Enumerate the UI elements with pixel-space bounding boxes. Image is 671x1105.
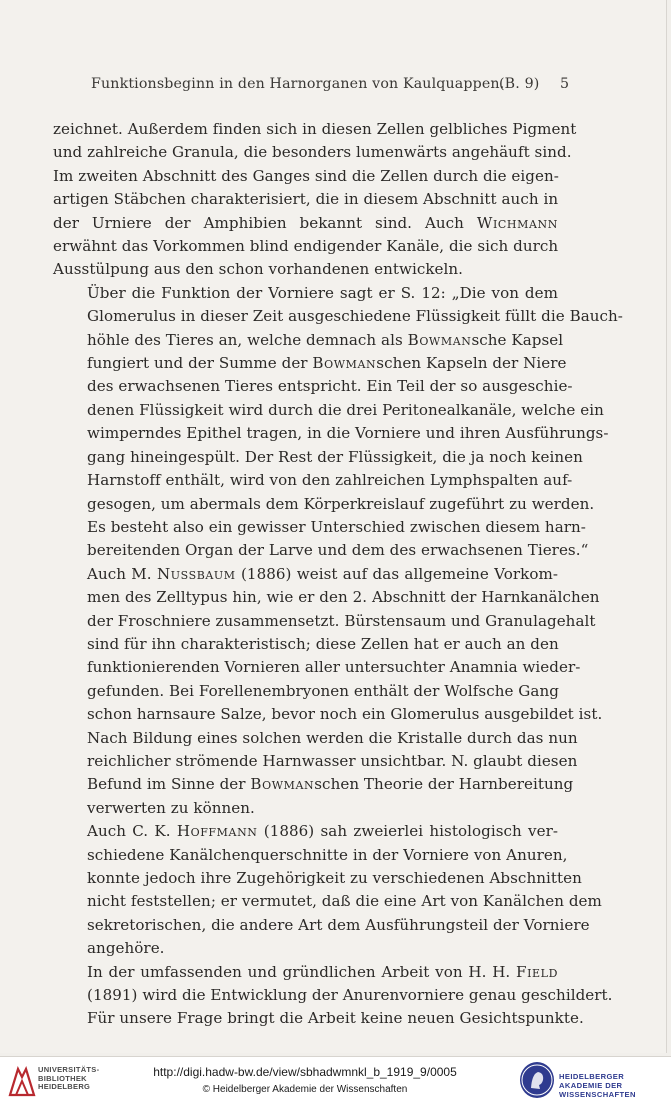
text-line bbox=[53, 610, 596, 633]
text-line bbox=[53, 867, 582, 890]
text-run: Ausstülpung aus den schon vorhandenen entwickeln. bbox=[53, 260, 464, 279]
page-url-link[interactable]: http://digi.hadw-bw.de/view/sbhadwmnkl_b_1919_9/0005 bbox=[153, 1065, 457, 1079]
text-run: sche Kapsel bbox=[471, 330, 564, 349]
paragraph bbox=[53, 282, 623, 563]
text-line bbox=[53, 890, 602, 913]
text-line bbox=[53, 258, 558, 281]
text-line bbox=[53, 399, 604, 422]
text-run: verwerten zu können. bbox=[87, 798, 255, 817]
text-run: der Urniere der Amphibien bekannt sind. Auch bbox=[53, 213, 477, 232]
text-line bbox=[53, 656, 581, 679]
text-run: Auch M. bbox=[87, 564, 157, 583]
text-run: denen Flüssigkeit wird durch die drei Peritonealkanäle, welche ein bbox=[87, 400, 604, 419]
author-name: Hoffmann bbox=[176, 822, 258, 841]
text-run: Es besteht also ein gewisser Unterschied zwischen diesem harn- bbox=[87, 517, 586, 536]
text-run: Für unsere Frage bringt die Arbeit keine neuen Gesichtspunkte. bbox=[87, 1009, 584, 1028]
text-line bbox=[53, 352, 567, 375]
text-run: schon harnsaure Salze, bevor noch ein Glomerulus ausgebildet ist. bbox=[87, 705, 603, 724]
copyright-notice: © Heidelberger Akademie der Wissenschaften bbox=[202, 1084, 408, 1095]
text-line bbox=[53, 235, 558, 258]
text-line bbox=[53, 1007, 584, 1030]
academy-seal-icon bbox=[520, 1062, 554, 1098]
paragraph bbox=[53, 118, 577, 282]
text-run: schen Kapseln der Niere bbox=[376, 354, 567, 373]
text-run: In der umfassenden und gründlichen Arbeit von H. H. bbox=[87, 962, 517, 981]
author-name: Wichmann bbox=[476, 213, 558, 232]
text-line bbox=[53, 493, 595, 516]
text-run: erwähnt das Vorkommen blind endigender Kanäle, die sich durch bbox=[53, 237, 559, 256]
paragraph bbox=[53, 820, 602, 960]
text-line bbox=[53, 680, 558, 703]
text-run: angehöre. bbox=[87, 939, 165, 958]
text-line bbox=[53, 539, 589, 562]
text-line bbox=[53, 727, 578, 750]
university-library-name: UNIVERSITÄTS- BIBLIOTHEK HEIDELBERG bbox=[38, 1065, 100, 1091]
text-run: fungiert und der Summe der bbox=[87, 354, 313, 373]
author-name: Nussbaum bbox=[156, 564, 236, 583]
author-name: Bowman bbox=[312, 354, 377, 373]
text-run: Befund im Sinne der bbox=[87, 775, 251, 794]
text-line bbox=[53, 446, 583, 469]
university-library-logo-icon bbox=[8, 1063, 36, 1097]
author-name: Field bbox=[516, 962, 558, 981]
text-run: Harnstoff enthält, wird von den zahlreichen Lymphspalten auf- bbox=[87, 471, 573, 490]
text-run: (1886) weist auf das allgemeine Vorkom- bbox=[235, 564, 558, 583]
body-text bbox=[53, 118, 623, 1031]
text-line bbox=[53, 422, 609, 445]
text-run: konnte jedoch ihre Zugehörigkeit zu verschiedenen Abschnitten bbox=[87, 869, 582, 887]
section-reference: (B. 9) bbox=[499, 76, 540, 92]
text-line bbox=[53, 937, 558, 960]
text-run: Nach Bildung eines solchen werden die Kristalle durch das nun bbox=[87, 728, 578, 747]
text-run: höhle des Tieres an, welche demnach als bbox=[87, 330, 408, 349]
text-run: sind für ihn charakteristisch; diese Zellen hat er auch an den bbox=[87, 634, 559, 653]
text-line bbox=[53, 961, 558, 984]
text-run: gesogen, um abermals dem Körperkreislauf zugeführt zu werden. bbox=[87, 494, 595, 513]
text-line bbox=[53, 586, 600, 609]
author-name: Bowman bbox=[407, 330, 472, 349]
text-line bbox=[53, 914, 590, 937]
text-run: (1891) wird die Entwicklung der Anurenvorniere genau geschildert. bbox=[87, 986, 613, 1005]
text-run: der Froschniere zusammensetzt. Bürstensaum und Granulagehalt bbox=[87, 611, 596, 630]
text-run: zeichnet. Außerdem finden sich in diesen Zellen gelbliches Pigment bbox=[53, 120, 577, 138]
text-run: men des Zelltypus hin, wie er den 2. Abschnitt der Harnkanälchen bbox=[87, 588, 600, 607]
viewer-footer bbox=[0, 1056, 671, 1105]
text-line bbox=[53, 329, 564, 352]
text-line bbox=[53, 516, 586, 539]
text-line bbox=[53, 633, 558, 656]
text-line bbox=[53, 282, 558, 305]
text-line bbox=[53, 750, 578, 773]
text-line bbox=[53, 563, 558, 586]
text-line bbox=[53, 773, 574, 796]
running-title: Funktionsbeginn in den Harnorganen von Kaulquappen. bbox=[91, 76, 505, 92]
text-run: Auch C. K. bbox=[87, 822, 177, 841]
paragraph bbox=[53, 563, 603, 820]
text-run: schen Theorie der Harnbereitung bbox=[314, 775, 574, 794]
text-run: wimperndes Epithel tragen, in die Vorniere und ihren Ausführungs- bbox=[87, 424, 609, 443]
page-number: 5 bbox=[560, 76, 570, 92]
text-line bbox=[53, 844, 568, 867]
text-line bbox=[53, 984, 613, 1007]
text-run: Im zweiten Abschnitt des Ganges sind die Zellen durch die eigen- bbox=[53, 166, 559, 185]
text-line bbox=[53, 118, 577, 141]
text-line bbox=[53, 375, 573, 398]
paragraph bbox=[53, 961, 613, 1031]
text-line bbox=[53, 141, 572, 164]
text-line bbox=[53, 703, 603, 726]
text-run: und zahlreiche Granula, die besonders lumenwärts angehäuft sind. bbox=[53, 143, 572, 162]
text-line bbox=[53, 820, 558, 843]
text-run: nicht feststellen; er vermutet, daß die eine Art von Kanälchen dem bbox=[87, 892, 602, 911]
text-run: (1886) sah zweierlei histologisch ver- bbox=[257, 822, 558, 841]
text-run: Über die Funktion der Vorniere sagt er S. 12: „Die von dem bbox=[87, 283, 558, 302]
text-run: schiedene Kanälchenquerschnitte in der Vorniere von Anuren, bbox=[87, 845, 568, 864]
text-run: artigen Stäbchen charakterisiert, die in diesem Abschnitt auch in bbox=[53, 190, 559, 209]
text-run: funktionierenden Vornieren aller untersuchter Anamnia wieder- bbox=[87, 658, 581, 677]
text-run: Glomerulus in dieser Zeit ausgeschiedene Flüssigkeit füllt die Bauch- bbox=[87, 307, 623, 326]
text-line bbox=[53, 797, 558, 820]
text-line bbox=[53, 305, 623, 328]
text-line bbox=[53, 165, 558, 188]
text-run: gefunden. Bei Forellenembryonen enthält der Wolfsche Gang bbox=[87, 681, 559, 700]
text-run: reichlicher strömende Harnwasser unsichtbar. N. glaubt diesen bbox=[87, 751, 578, 770]
text-line bbox=[53, 469, 573, 492]
author-name: Bowman bbox=[250, 775, 315, 794]
academy-name: HEIDELBERGER AKADEMIE DER WISSENSCHAFTEN bbox=[559, 1072, 636, 1099]
text-run: bereitenden Organ der Larve und dem des erwachsenen Tieres.“ bbox=[87, 541, 589, 560]
text-line bbox=[53, 212, 558, 235]
text-run: des erwachsenen Tieres entspricht. Ein Teil der so ausgeschie- bbox=[87, 377, 573, 396]
text-run: gang hineingespült. Der Rest der Flüssigkeit, die ja noch keinen bbox=[87, 447, 583, 466]
text-line bbox=[53, 188, 558, 211]
running-header bbox=[91, 76, 570, 92]
text-run: sekretorischen, die andere Art dem Ausführungsteil der Vorniere bbox=[87, 915, 590, 934]
